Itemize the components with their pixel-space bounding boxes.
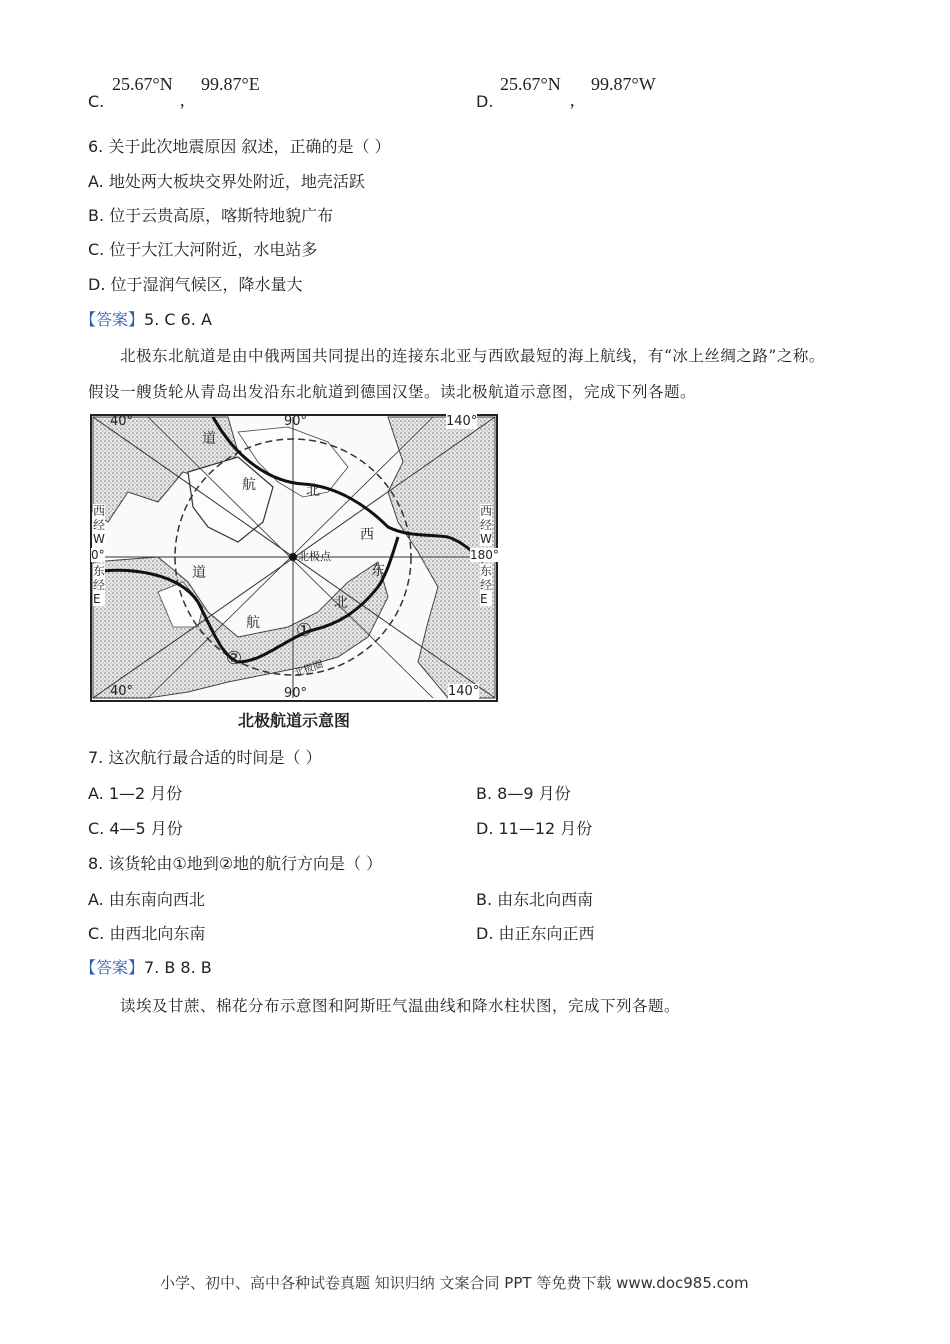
west-longitude-label-right: 西 经 W xyxy=(480,504,493,546)
arctic-route-map xyxy=(88,412,500,704)
q7-option-b: B. 8—9 月份 xyxy=(476,784,571,803)
answer-label: 【答案】 xyxy=(80,958,145,977)
q5-option-c-lat: 25.67°N xyxy=(112,74,173,94)
map-caption: 北极航道示意图 xyxy=(238,711,351,730)
q6-option-c: C. 位于大江大河附近，水电站多 xyxy=(88,240,318,259)
east-longitude-label-left: 东 经 E xyxy=(93,564,106,606)
route-label-nw-3: 北 xyxy=(306,483,320,499)
q6-option-a: A. 地处两大板块交界处附近，地壳活跃 xyxy=(88,172,365,191)
lon-140-bottom-right: 140° xyxy=(448,684,480,699)
answer-text: 5. C 6. A xyxy=(144,310,212,329)
lon-90-bottom: 90° xyxy=(284,686,308,701)
north-pole-dot xyxy=(289,553,297,561)
route-label-ne-1: 道 xyxy=(192,565,206,581)
route-label-east-2: 东 xyxy=(371,563,385,579)
marker-1: ① xyxy=(296,620,313,641)
route-label-east-1: 西 xyxy=(360,527,374,543)
q8-option-b: B. 由东北向西南 xyxy=(476,890,594,909)
west-longitude-label-left: 西 经 W xyxy=(93,504,106,546)
east-longitude-label-right: 东 经 E xyxy=(480,564,493,606)
intro-2: 读埃及甘蔗、棉花分布示意图和阿斯旺气温曲线和降水柱状图，完成下列各题。 xyxy=(120,997,681,1015)
route-label-nw-2: 航 xyxy=(242,477,256,493)
q5-option-d-lat: 25.67°N xyxy=(500,74,561,94)
q8-option-d: D. 由正东向正西 xyxy=(476,924,595,943)
q5-option-d-letter: D. xyxy=(476,92,494,111)
route-label-nw-1: 道 xyxy=(202,431,216,447)
q5-option-c-sep: , xyxy=(180,90,185,110)
q7-option-c: C. 4—5 月份 xyxy=(88,819,183,838)
lon-140-top-right: 140° xyxy=(446,414,478,429)
footer-text: 小学、初中、高中各种试卷真题 知识归纳 文案合同 PPT 等免费下载 www.doc985.com xyxy=(160,1274,749,1292)
q8-option-a: A. 由东南向西北 xyxy=(88,890,205,909)
q6-option-d: D. 位于湿润气候区，降水量大 xyxy=(88,275,303,294)
q8-option-c: C. 由西北向东南 xyxy=(88,924,206,943)
q8-stem: 8. 该货轮由①地到②地的航行方向是（ ） xyxy=(88,854,383,873)
answer-block-1 xyxy=(80,310,212,330)
intro-line-1: 北极东北航道是由中俄两国共同提出的连接东北亚与西欧最短的海上航线，有“冰上丝绸之路”之称。 xyxy=(120,347,825,365)
q6-stem: 6. 关于此次地震原因 叙述，正确的是（ ） xyxy=(88,137,391,156)
north-pole-label: 北极点 xyxy=(298,550,331,563)
answer-text: 7. B 8. B xyxy=(144,958,212,977)
q6-option-b: B. 位于云贵高原，喀斯特地貌广布 xyxy=(88,206,334,225)
q5-option-c-letter: C. xyxy=(88,92,105,111)
q5-option-c-lon: 99.87°E xyxy=(201,74,260,94)
q7-option-d: D. 11—12 月份 xyxy=(476,819,593,838)
intro-line-2: 假设一艘货轮从青岛出发沿东北航道到德国汉堡。读北极航道示意图，完成下列各题。 xyxy=(88,383,697,401)
lon-90-top: 90° xyxy=(284,414,308,429)
answer-label: 【答案】 xyxy=(80,310,145,329)
route-label-ne-3: 北 xyxy=(334,595,348,611)
q7-stem: 7. 这次航行最合适的时间是（ ） xyxy=(88,748,322,767)
q7-option-a: A. 1—2 月份 xyxy=(88,784,183,803)
route-label-ne-2: 航 xyxy=(246,615,260,631)
q5-option-d-lon: 99.87°W xyxy=(591,74,656,94)
answer-block-2 xyxy=(80,958,212,978)
lon-40-bottom-left: 40° xyxy=(110,684,134,699)
arctic-circle-label: 北极圈 xyxy=(292,659,325,680)
marker-2: ② xyxy=(226,648,243,669)
lon-0-label: 0° xyxy=(91,548,105,562)
lon-40-top-left: 40° xyxy=(110,414,134,429)
q5-option-d-sep: , xyxy=(570,90,575,110)
lon-180-label: 180° xyxy=(470,548,499,562)
